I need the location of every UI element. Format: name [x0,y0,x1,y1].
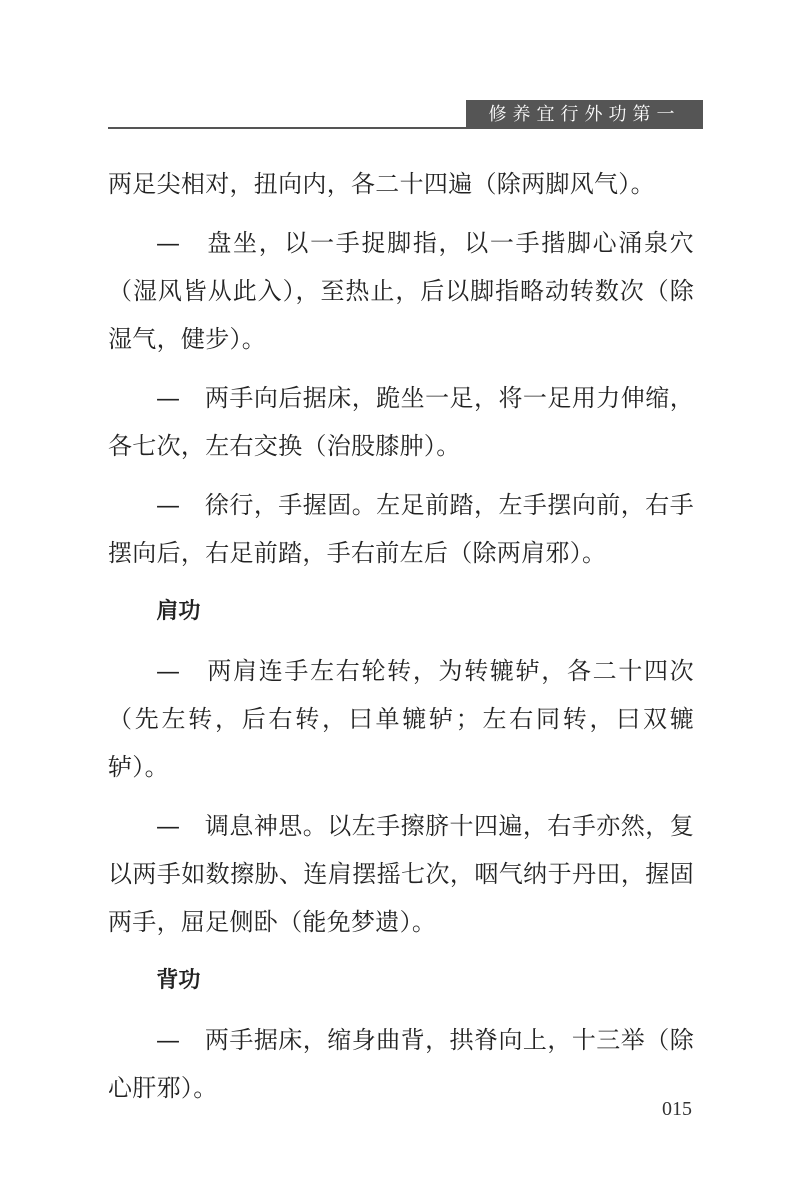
running-header [0,100,800,130]
page-body [108,160,694,1123]
exercise-paragraph: — 调息神思。以左手擦脐十四遍，右手亦然，复以两手如数擦胁、连肩摆摇七次，咽气纳于丹田，握固两手，屈足侧卧（能免梦遗）。 [108,812,694,936]
exercise-paragraph: — 盘坐，以一手捉脚指，以一手揩脚心涌泉穴（湿风皆从此入），至热止，后以脚指略动转数次（除湿气，健步）。 [108,229,694,353]
exercise-paragraph: — 徐行，手握固。左足前踏，左手摆向前，右手摆向后，右足前踏，手右前左后（除两肩邪）。 [108,491,694,567]
paragraph-continued: 两足尖相对，扭向内，各二十四遍（除两脚风气）。 [108,170,655,198]
exercise-paragraph: — 两肩连手左右轮转，为转辘轳，各二十四次（先左转，后右转，曰单辘轳；左右同转，曰双辘轳）。 [108,657,694,781]
exercise-paragraph: — 两手据床，缩身曲背，拱脊向上，十三举（除心肝邪）。 [108,1026,694,1102]
exercise-paragraph: — 两手向后据床，跪坐一足，将一足用力伸缩，各七次，左右交换（治股膝肿）。 [108,384,694,460]
page-number: 015 [662,1098,692,1120]
section-heading-shoulder: 肩功 [156,599,201,624]
chapter-title: 修养宜行外功第一 [466,100,703,129]
section-heading-back: 背功 [156,968,201,993]
